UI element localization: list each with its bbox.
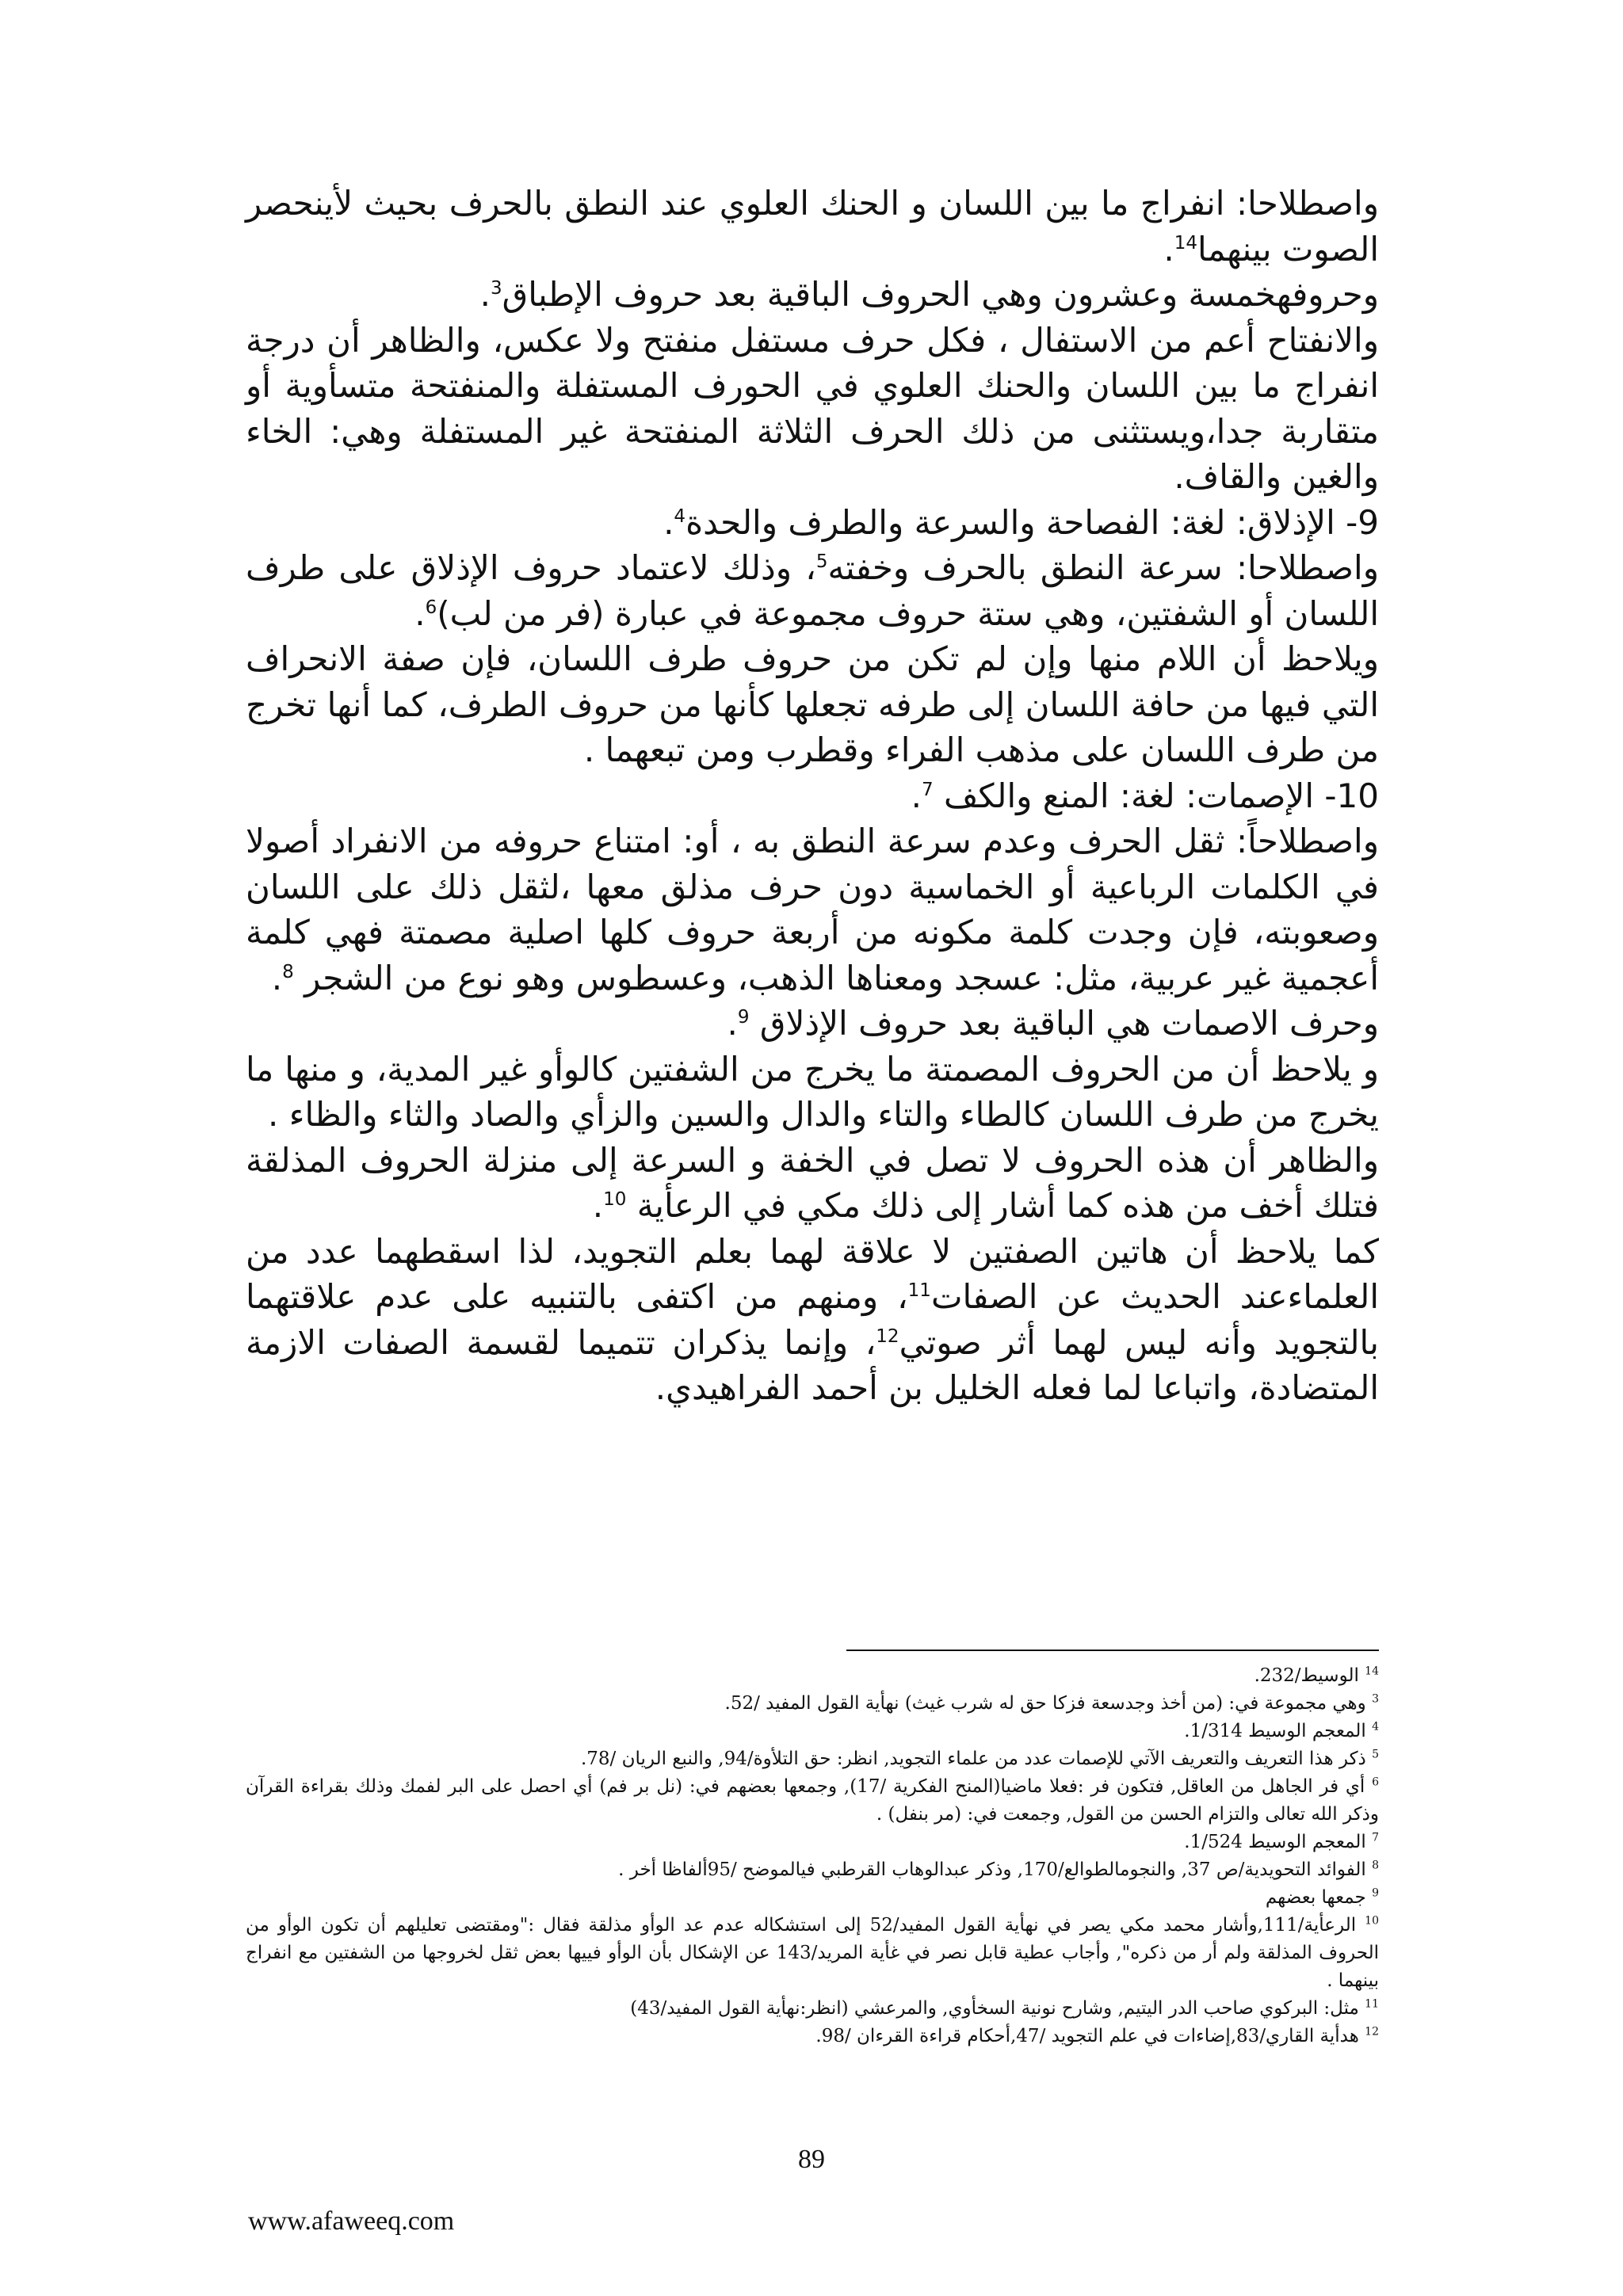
- body-paragraph: والظاهر أن هذه الحروف لا تصل في الخفة و السرعة إلى منزلة الحروف المذلقة فتلك أخف من هذه كما أشار إلى ذلك مكي في الرعأية $^{10}$.: [246, 1140, 1379, 1225]
- page-number: 89: [798, 2145, 825, 2174]
- footnote: $^7$ المعجم الوسيط 1/524.: [1184, 1831, 1379, 1852]
- body-paragraph: 9- الإذلاق: لغة: الفصاحة والسرعة والطرف والحدة$^4$.: [663, 502, 1379, 542]
- body-paragraph: والانفتاح أعم من الاستفال ، فكل حرف مستفل منفتح ولا عكس، والظاهر أن درجة انفراج ما بين اللسان والحنك العلوي في الحورف المستفلة والمنفتحة متسأوية أو متقاربة جدا،ويستثنى من ذلك الحرف الثلاثة المنفتحة غير المستفلة وهي: الخاء والغين والقاف.: [246, 320, 1379, 496]
- footnote-number: 14: [1365, 1665, 1379, 1678]
- footnote-marker[interactable]: 4: [674, 505, 686, 527]
- footnote-number: 8: [1372, 1859, 1379, 1872]
- footnote: $^{10}$ الرعأية/111,وأشار محمد مكي يصر في نهأية القول المفيد/52 إلى استشكاله عدم عد الوأو مذلقة فقال :"ومقتضى تعليلهم أن تكون الوأو من الحروف المذلقة ولم أر من ذكره", وأجاب عطية قابل نصر في غأية المريد/143 عن الإشكال بأن الوأو فييها بعض ثقل لخروجها من الشفتين مع انفراج بينهما .: [246, 1914, 1379, 1991]
- footnote: $^{12}$ هدأية القاري/83,إضاءات في علم التجويد /47,أحكام قراءة القرءان /98.: [815, 2025, 1379, 2046]
- footnote-number: 4: [1372, 1720, 1379, 1733]
- footnote: $^{11}$ مثل: البركوي صاحب الدر اليتيم, وشارح نونية السخأوي, والمرعشي (انظر:نهأية القول المفيد/43): [630, 1997, 1379, 2019]
- footnote-number: 11: [1365, 1997, 1379, 2011]
- footnote: $^3$ وهي مجموعة في: (من أخذ وجدسعة فزكا حق له شرب غيث) نهأية القول المفيد /52.: [724, 1692, 1379, 1714]
- body-paragraph: واصطلاحاً: ثقل الحرف وعدم سرعة النطق به ، أو: امتناع حروفه من الانفراد أصولا في الكلمات الرباعية أو الخماسية دون حرف مذلق معها ،لثقل ذلك على اللسان وصعوبته، فإن وجدت كلمة مكونه من أربعة حروف كلها اصلية مصمتة فهي كلمة أعجمية غير عربية، مثل: عسجد ومعناها الذهب، وعسطوس وهو نوع من الشجر $^8$.: [246, 822, 1379, 997]
- footnote-marker[interactable]: 3: [491, 278, 502, 299]
- footnote-number: 10: [1365, 1914, 1379, 1928]
- footnote-number: 5: [1372, 1748, 1379, 1761]
- footnote-marker[interactable]: 8: [282, 961, 294, 982]
- footnote-marker[interactable]: 11: [907, 1280, 931, 1301]
- footnote-number: 12: [1365, 2025, 1379, 2039]
- footnote: $^8$ الفوائد التحويدية/ص 37, والنجومالطوالع/170, وذكر عبدالوهاب القرطبي فيالموضح /95ألفاظا أخر .: [618, 1859, 1379, 1880]
- body-paragraph: واصطلاحا: انفراج ما بين اللسان و الحنك العلوي عند النطق بالحرف بحيث لأينحصر الصوت بينهما$^{14}$.: [246, 184, 1379, 269]
- body-paragraph: كما يلاحظ أن هاتين الصفتين لا علاقة لهما بعلم التجويد، لذا اسقطهما عدد من العلماءعند الحديث عن الصفات$^{11}$، ومنهم من اكتفى بالتنبيه على عدم علاقتهما بالتجويد وأنه ليس لهما أثر صوتي$^{12}$، وإنما يذكران تتميما لقسمة الصفات الازمة المتضادة، واتباعا لما فعله الخليل بن أحمد الفراهيدي.: [246, 1231, 1379, 1407]
- footnote-marker[interactable]: 5: [815, 551, 828, 572]
- footnote: $^5$ ذكر هذا التعريف والتعريف الآتي للإصمات عدد من علماء التجويد, انظر: حق التلأوة/94, والنبع الريان /78.: [580, 1748, 1379, 1769]
- body-text: [246, 181, 1379, 1411]
- body-paragraph: وحروفهخمسة وعشرون وهي الحروف الباقية بعد حروف الإطباق$^3$.: [479, 275, 1379, 314]
- body-paragraph: و يلاحظ أن من الحروف المصمتة ما يخرج من الشفتين كالوأو غير المدية، و منها ما يخرج من طرف اللسان كالطاء والتاء والدال والسين والزأي والصاد والثاء والظاء .: [246, 1049, 1379, 1134]
- footnote-marker[interactable]: 6: [425, 597, 437, 618]
- site-url-link[interactable]: www.afaweeq.com: [248, 2206, 455, 2236]
- footnote: $^6$ أي فر الجاهل من العاقل, فتكون فر :فعلا ماضيا(المنح الفكرية /17), وجمعها بعضهم في: (نل بر فم) أي احصل على البر لفمك وذلك بقراءة القرآن وذكر الله تعالى والتزام الحسن من القول, وجمعت في: (مر بنفل) .: [246, 1775, 1380, 1825]
- footnotes: [246, 1662, 1379, 2050]
- footnote-number: 7: [1372, 1831, 1379, 1844]
- footnote-marker[interactable]: 10: [603, 1189, 627, 1210]
- body-paragraph: 10- الإصمات: لغة: المنع والكف $^7$.: [911, 776, 1379, 815]
- footnote: $^9$ جمعها بعضهم: [1265, 1886, 1379, 1908]
- footnote-number: 3: [1372, 1692, 1379, 1706]
- footnote-number: 9: [1372, 1886, 1379, 1900]
- footnote-marker[interactable]: 9: [737, 1007, 750, 1028]
- footnote-marker[interactable]: 7: [922, 779, 934, 800]
- footnote-number: 6: [1372, 1775, 1380, 1789]
- footnote-marker[interactable]: 14: [1174, 232, 1198, 254]
- footnote-separator: [846, 1650, 1379, 1651]
- footnote: $^4$ المعجم الوسيط 1/314.: [1184, 1720, 1379, 1741]
- footnote-marker[interactable]: 12: [876, 1325, 899, 1347]
- body-paragraph: وحرف الاصمات هي الباقية بعد حروف الإذلاق $^9$.: [727, 1004, 1379, 1043]
- body-paragraph: واصطلاحا: سرعة النطق بالحرف وخفته$^5$، وذلك لاعتماد حروف الإذلاق على طرف اللسان أو الشفتين، وهي ستة حروف مجموعة في عبارة (فر من لب)$^6$.: [246, 548, 1379, 633]
- body-paragraph: ويلاحظ أن اللام منها وإن لم تكن من حروف طرف اللسان، فإن صفة الانحراف التي فيها من حافة اللسان إلى طرفه تجعلها كأنها من حروف الطرف، كما أنها تخرج من طرف اللسان على مذهب الفراء وقطرب ومن تبعهما .: [246, 639, 1379, 769]
- footnote: $^{14}$ الوسيط/232.: [1254, 1665, 1379, 1686]
